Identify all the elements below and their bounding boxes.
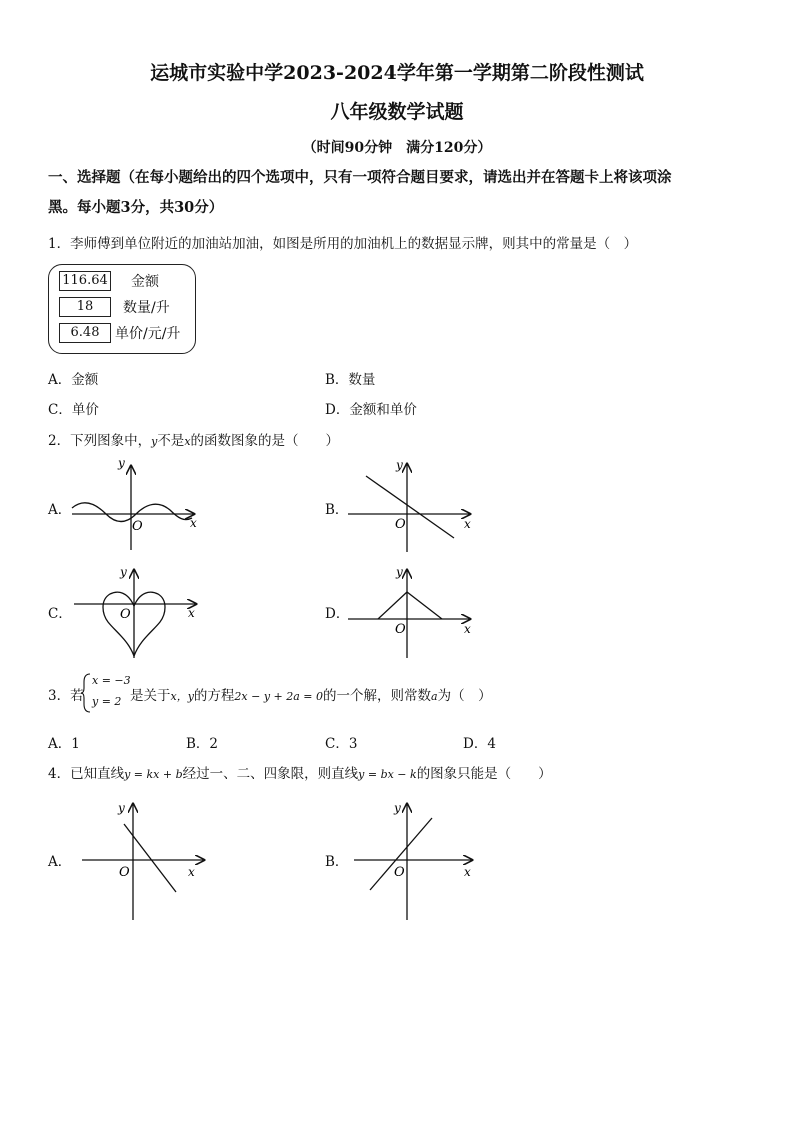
q3-option-d[interactable]: D．4 xyxy=(463,736,496,752)
q4-text-post: 的图象只能是（ ） xyxy=(416,766,552,782)
x-axis-label: x xyxy=(190,516,197,530)
q3-option-c[interactable]: C．3 xyxy=(325,736,358,752)
display-label-amount: 金额 xyxy=(131,274,159,290)
display-row-quantity xyxy=(59,297,170,317)
fuel-display-panel xyxy=(48,264,196,354)
q4-text-pre: 4．已知直线 xyxy=(48,766,125,782)
q4-line2: y = bx − k xyxy=(358,768,417,781)
q3-const: a xyxy=(431,690,438,703)
q1-option-b[interactable]: B．数量 xyxy=(325,372,376,388)
origin-label: O xyxy=(394,865,405,880)
question-3-text xyxy=(130,684,492,704)
q3-equation: 2x − y + 2a = 0 xyxy=(234,690,324,703)
q2-text-post: 的函数图象的是（ ） xyxy=(190,433,340,449)
q2-graph-d[interactable] xyxy=(344,562,484,662)
q2-text-mid: 不是 xyxy=(157,433,185,449)
section-heading xyxy=(48,163,748,223)
y-axis-label: y xyxy=(394,801,401,815)
y-axis-label: y xyxy=(118,460,125,470)
display-value-quantity: 18 xyxy=(59,297,111,317)
q2-option-b-label[interactable]: B． xyxy=(325,502,349,518)
y-axis-label: y xyxy=(396,565,403,579)
page-subtitle: 八年级数学试题 xyxy=(330,101,464,123)
system-brace xyxy=(80,672,92,714)
system-equation-2: y = 2 xyxy=(92,695,122,708)
q4-line1: y = kx + b xyxy=(124,768,183,781)
display-row-amount xyxy=(59,271,159,291)
y-axis-label: y xyxy=(120,565,127,579)
origin-label: O xyxy=(132,519,143,534)
q4-option-b-label[interactable]: B． xyxy=(325,854,349,870)
q3-text-mid: 是关于 xyxy=(130,688,171,704)
q2-graph-b[interactable] xyxy=(344,456,484,556)
section-heading-line2: 黑。每小题3分，共30分） xyxy=(48,199,224,216)
display-row-price xyxy=(59,323,180,343)
q3-prefix: 3．若 xyxy=(48,688,84,704)
q3-option-b[interactable]: B．2 xyxy=(186,736,219,752)
x-axis-label: x xyxy=(188,865,195,879)
q4-graph-a[interactable] xyxy=(78,798,218,926)
q1-option-c[interactable]: C．单价 xyxy=(48,402,99,418)
line-graph xyxy=(124,824,176,892)
q4-graph-b[interactable] xyxy=(350,798,490,926)
q2-var-y: y xyxy=(151,435,158,448)
q3-text-post: 的一个解，则常数 xyxy=(323,688,432,704)
section-heading-line1: 一、选择题（在每小题给出的四个选项中，只有一项符合题目要求，请选出并在答题卡上将该项涂 xyxy=(48,169,672,186)
q2-option-d-label[interactable]: D． xyxy=(325,606,350,622)
exam-meta: （时间90分钟 满分120分） xyxy=(302,140,492,156)
q1-option-a[interactable]: A．金额 xyxy=(48,372,99,388)
q4-option-a-label[interactable]: A． xyxy=(48,854,72,870)
y-axis-label: y xyxy=(118,801,125,815)
x-axis-label: x xyxy=(464,622,471,636)
y-axis-label: y xyxy=(396,458,403,472)
system-equation-1: x = −3 xyxy=(92,674,131,687)
q2-option-a-label[interactable]: A． xyxy=(48,502,72,518)
q3-option-a[interactable]: A．1 xyxy=(48,736,80,752)
question-4-text xyxy=(48,762,552,782)
x-axis-label: x xyxy=(464,865,471,879)
q3-text-eq-pre: 的方程 xyxy=(193,688,235,704)
q4-text-mid: 经过一、二、四象限，则直线 xyxy=(182,766,359,782)
origin-label: O xyxy=(395,517,406,532)
line-graph xyxy=(366,476,454,538)
page-title: 运城市实验中学2023-2024学年第一学期第二阶段性测试 xyxy=(150,62,644,84)
x-axis-label: x xyxy=(188,606,195,620)
q2-graph-c[interactable] xyxy=(70,562,210,662)
q3-text-end: 为（ ） xyxy=(437,688,492,704)
q2-var-x: x xyxy=(184,435,191,448)
display-label-price: 单价/元/升 xyxy=(115,326,181,342)
triangle-graph xyxy=(378,592,442,619)
display-label-quantity: 数量/升 xyxy=(123,300,170,316)
x-axis-label: x xyxy=(464,517,471,531)
q1-option-d[interactable]: D．金额和单价 xyxy=(325,402,417,418)
origin-label: O xyxy=(119,865,130,880)
display-value-amount: 116.64 xyxy=(59,271,111,291)
q2-graph-a[interactable] xyxy=(66,460,206,555)
origin-label: O xyxy=(120,607,131,622)
q3-vars: x，y xyxy=(170,690,194,703)
question-1-text: 1．李师傅到单位附近的加油站加油，如图是所用的加油机上的数据显示牌，则其中的常量是（ ） xyxy=(48,236,638,252)
origin-label: O xyxy=(395,622,406,637)
display-value-price: 6.48 xyxy=(59,323,111,343)
q2-option-c-label[interactable]: C． xyxy=(48,606,72,622)
q2-text-pre: 2．下列图象中， xyxy=(48,433,152,449)
question-2-text xyxy=(48,429,339,449)
